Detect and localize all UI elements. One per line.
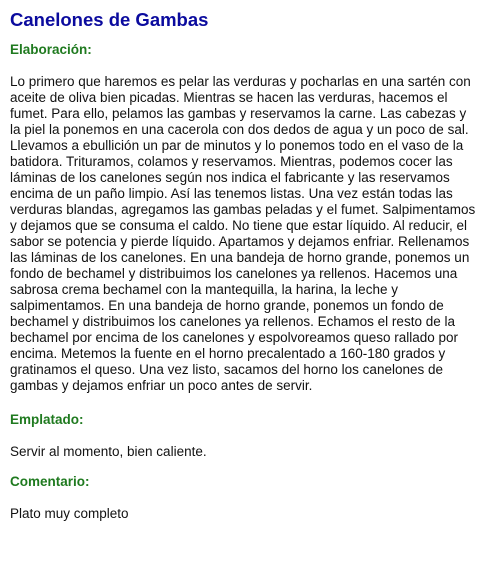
elaboracion-text: Lo primero que haremos es pelar las verduras y pocharlas en una sartén con aceite de oliva bien picadas. Mientras se hacen las verduras, hacemos el fumet. Para ello, pelamos las gambas y reservamos la carne. Las cabezas y la piel la ponemos en una cacerola con dos dedos de agua y un poco de sal. Llevamos a ebullición un par de minutos y lo ponemos todo en el vaso de la batidora. Trituramos, colamos y reservamos. Mientras, podemos cocer las láminas de los canelones según nos indica el fabricante y las reservamos encima de un paño limpio. Así las tenemos listas. Una vez están todas las verduras blandas, agregamos las gambas peladas y el fumet. Salpimentamos y dejamos que se consuma el caldo. No tiene que estar líquido. Al reducir, el sabor se potencia y pierde líquido. Apartamos y dejamos enfriar. Rellenamos las láminas de los canelones. En una bandeja de horno grande, ponemos un fondo de bechamel y distribuimos los canelones ya rellenos. Hacemos una sabrosa crema bechamel con la mantequilla, la harina, la leche y salpimentamos. En una bandeja de horno grande, ponemos un fondo de bechamel y distribuimos los canelones ya rellenos. Echamos el resto de la bechamel por encima de los canelones y espolvoreamos queso rallado por encima. Metemos la fuente en el horno precalentado a 160-180 grados y gratinamos el queso. Una vez listo, sacamos del horno los canelones de gambas y dejamos enfriar un poco antes de servir. <box>10 74 476 393</box>
comentario-heading: Comentario: <box>10 474 90 489</box>
emplatado-heading: Emplatado: <box>10 412 84 427</box>
comentario-text: Plato muy completo <box>10 506 129 521</box>
recipe-title: Canelones de Gambas <box>10 9 209 30</box>
elaboracion-heading: Elaboración: <box>10 42 92 57</box>
emplatado-text: Servir al momento, bien caliente. <box>10 444 207 459</box>
